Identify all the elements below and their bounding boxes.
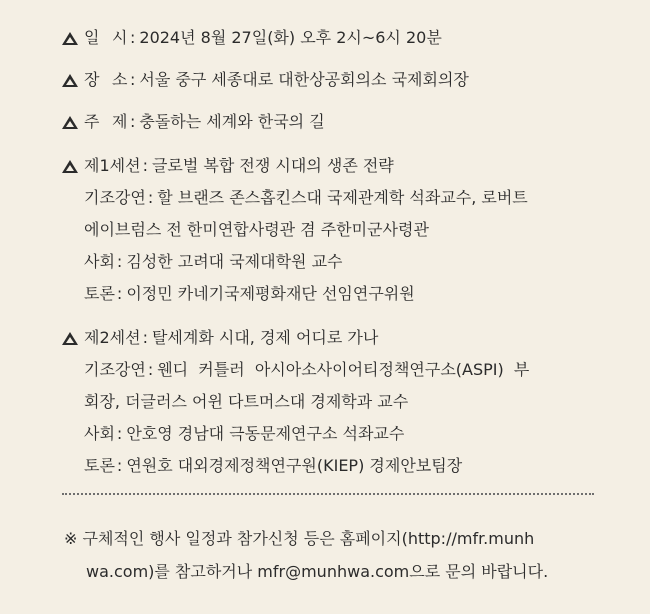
venue-row: 장 소 : 서울 중구 세종대로 대한상공회의소 국제회의장 xyxy=(62,64,602,96)
session1-discussion: 이정민 카네기국제평화재단 선임연구위원 xyxy=(126,284,415,303)
session1-moderator-row: 사회 : 김성한 고려대 국제대학원 교수 xyxy=(62,246,602,278)
session2-keynote-row: 기조강연 : 웬디 커틀러 아시아소사이어티정책연구소(ASPI) 부 xyxy=(62,354,602,386)
note-mark: ※ xyxy=(64,529,78,548)
note-line1: 구체적인 행사 일정과 참가신청 등은 홈페이지(http://mfr.munh xyxy=(82,529,535,548)
session1-keynote-line1: 할 브랜즈 존스홉킨스대 국제관계학 석좌교수, 로버트 xyxy=(157,188,528,207)
session2-label: 제2세션 xyxy=(84,328,141,347)
venue-label-b: 소 xyxy=(112,70,128,89)
note xyxy=(64,522,604,588)
session1-title-row: 제1세션 : 글로벌 복합 전쟁 시대의 생존 전략 xyxy=(62,150,602,182)
triangle-bullet-icon xyxy=(62,116,78,129)
session2-discussion: 연원호 대외경제정책연구원(KIEP) 경제안보팀장 xyxy=(126,456,463,475)
session2-keynote-label: 기조강연 xyxy=(84,360,146,379)
session2-keynote-line2: 회장, 더글러스 어윈 다트머스대 경제학과 교수 xyxy=(84,392,409,411)
session2-title-row: 제2세션 : 탈세계화 시대, 경제 어디로 가나 xyxy=(62,322,602,354)
session2-keynote-line1: 웬디 커틀러 아시아소사이어티정책연구소(ASPI) 부 xyxy=(157,360,530,379)
date-label-b: 시 xyxy=(112,28,128,47)
session1-discussion-label: 토론 xyxy=(84,284,115,303)
session1-keynote-label: 기조강연 xyxy=(84,188,146,207)
session1-moderator-label: 사회 xyxy=(84,252,115,271)
session2-keynote-cont-row xyxy=(62,386,602,418)
session1-title: 글로벌 복합 전쟁 시대의 생존 전략 xyxy=(151,156,394,175)
date-value: 2024년 8월 27일(화) 오후 2시~6시 20분 xyxy=(139,28,442,47)
note-line2: wa.com)를 참고하거나 mfr@munhwa.com으로 문의 바랍니다. xyxy=(86,562,549,581)
theme-label-b: 제 xyxy=(112,112,128,131)
session1-discussion-row: 토론 : 이정민 카네기국제평화재단 선임연구위원 xyxy=(62,278,602,310)
session2-title: 탈세계화 시대, 경제 어디로 가나 xyxy=(151,328,379,347)
session1-label: 제1세션 xyxy=(84,156,141,175)
venue-label-a: 장 xyxy=(84,70,100,89)
theme-row: 주 제 : 충돌하는 세계와 한국의 길 xyxy=(62,106,602,138)
session1-keynote-line2: 에이브럼스 전 한미연합사령관 겸 주한미군사령관 xyxy=(84,220,429,239)
date-label-a: 일 xyxy=(84,28,100,47)
dotted-divider xyxy=(62,493,594,495)
theme-value: 충돌하는 세계와 한국의 길 xyxy=(139,112,325,131)
session1-moderator: 김성한 고려대 국제대학원 교수 xyxy=(126,252,343,271)
session1-keynote-row: 기조강연 : 할 브랜즈 존스홉킨스대 국제관계학 석좌교수, 로버트 xyxy=(62,182,602,214)
triangle-bullet-icon xyxy=(62,32,78,45)
date-row: 일 시 : 2024년 8월 27일(화) 오후 2시~6시 20분 xyxy=(62,22,602,54)
session2-discussion-label: 토론 xyxy=(84,456,115,475)
triangle-bullet-icon xyxy=(62,160,78,173)
session2-discussion-row: 토론 : 연원호 대외경제정책연구원(KIEP) 경제안보팀장 xyxy=(62,450,602,482)
event-info xyxy=(62,22,602,482)
theme-label-a: 주 xyxy=(84,112,100,131)
session2-moderator-label: 사회 xyxy=(84,424,115,443)
session2-moderator-row: 사회 : 안호영 경남대 극동문제연구소 석좌교수 xyxy=(62,418,602,450)
triangle-bullet-icon xyxy=(62,332,78,345)
venue-value: 서울 중구 세종대로 대한상공회의소 국제회의장 xyxy=(139,70,469,89)
triangle-bullet-icon xyxy=(62,74,78,87)
session1-keynote-cont-row xyxy=(62,214,602,246)
session2-moderator: 안호영 경남대 극동문제연구소 석좌교수 xyxy=(126,424,405,443)
